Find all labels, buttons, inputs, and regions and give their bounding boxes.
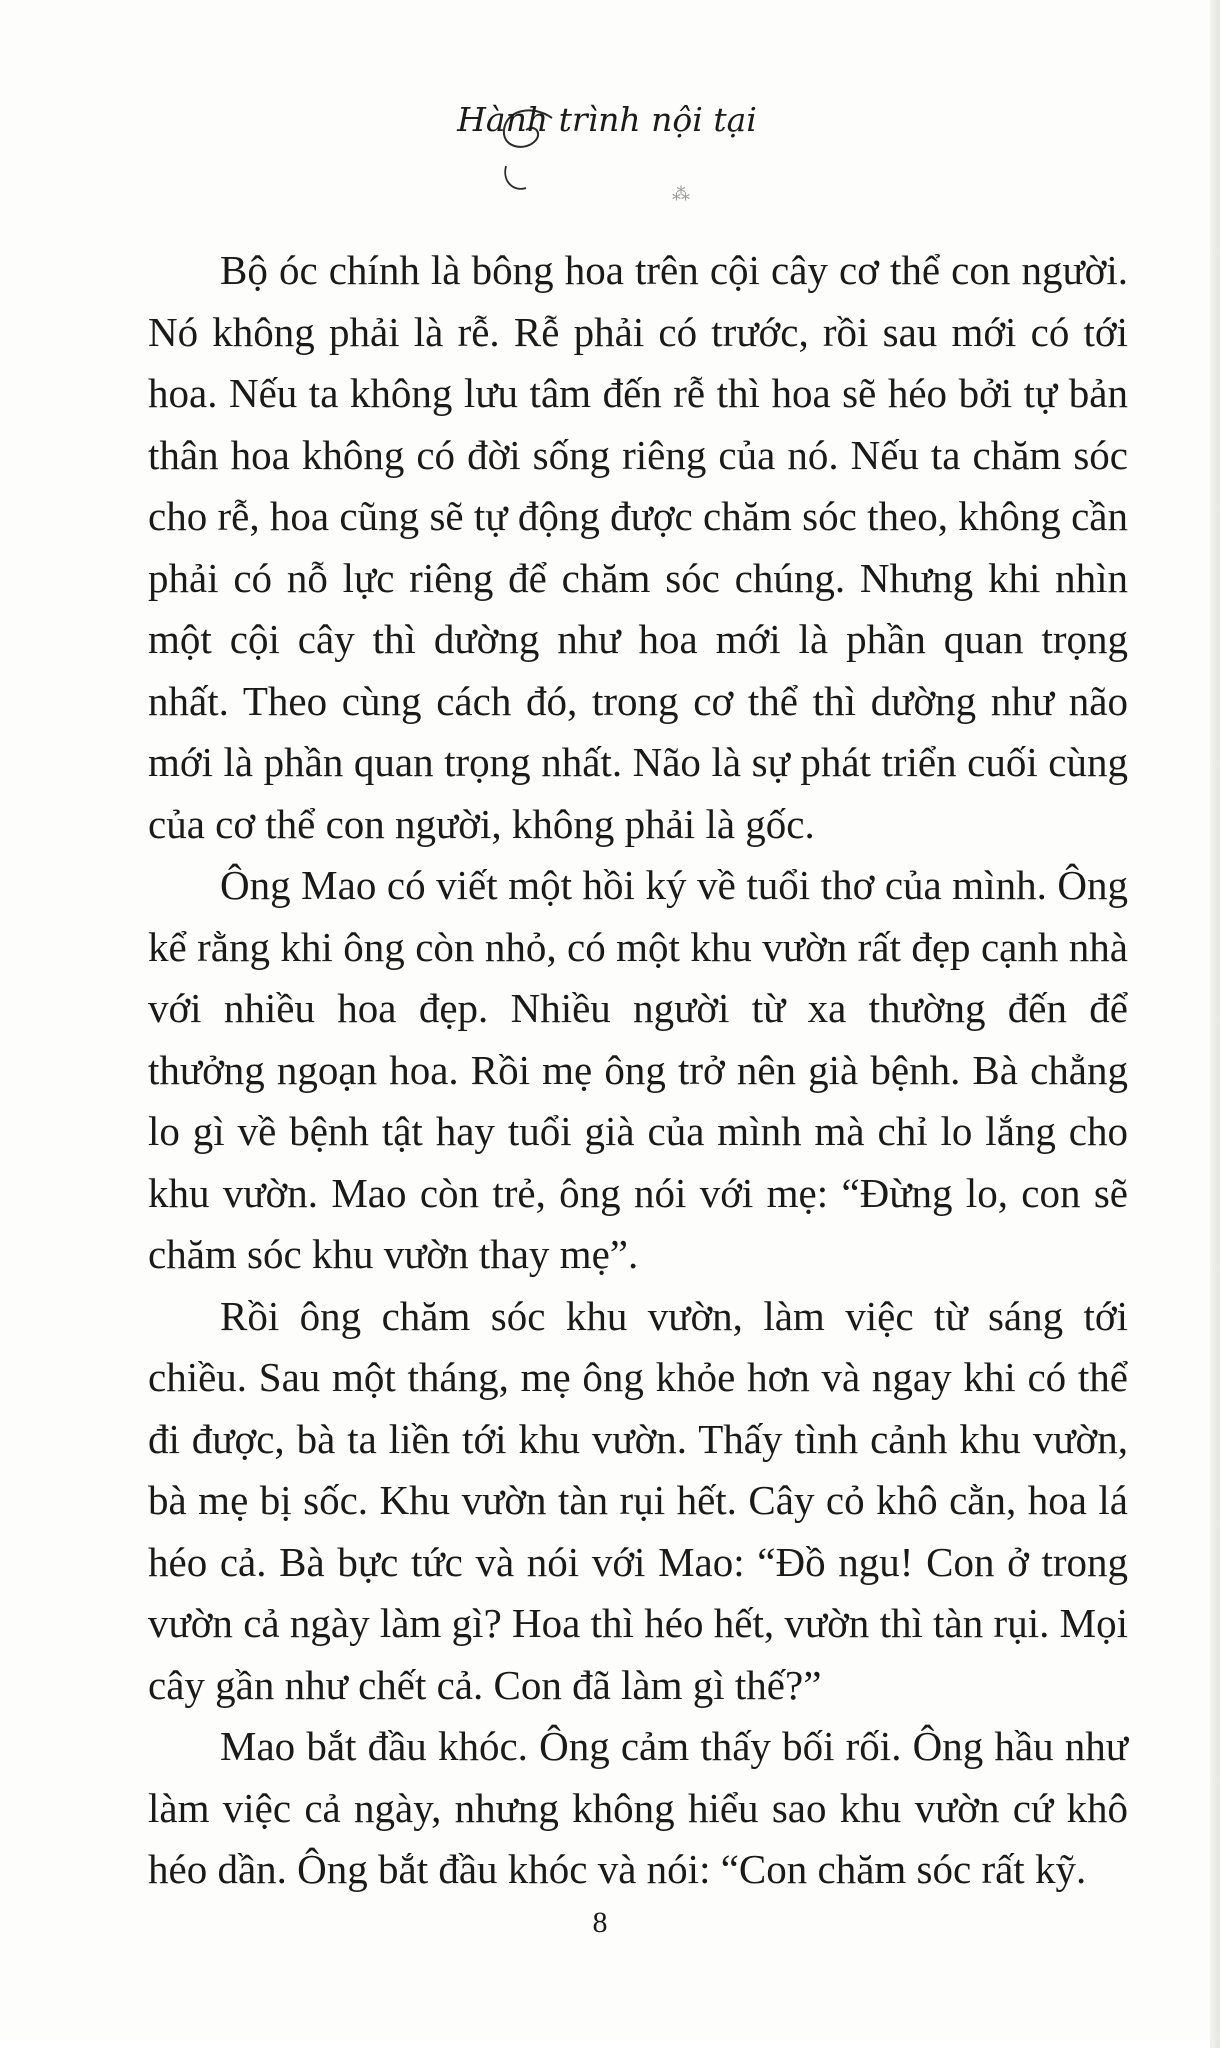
- paragraph: Bộ óc chính là bông hoa trên cội cây cơ thể con người. Nó không phải là rễ. Rễ phải có trước, rồi sau mới có tới hoa. Nếu ta không lưu tâm đến rễ thì hoa sẽ héo bởi tự bản thân hoa không có đời sống riêng của nó. Nếu ta chăm sóc cho rễ, hoa cũng sẽ tự động được chăm sóc theo, không cần phải có nỗ lực riêng để chăm sóc chúng. Nhưng khi nhìn một cội cây thì dường như hoa mới là phần quan trọng nhất. Theo cùng cách đó, trong cơ thể thì dường như não mới là phần quan trọng nhất. Não là sự phát triển cuối cùng của cơ thể con người, không phải là gốc.: [148, 247, 1128, 847]
- paragraph: Ông Mao có viết một hồi ký về tuổi thơ của mình. Ông kể rằng khi ông còn nhỏ, có một khu vườn rất đẹp cạnh nhà với nhiều hoa đẹp. Nhiều người từ xa thường đến để thưởng ngoạn hoa. Rồi mẹ ông trở nên già bệnh. Bà chẳng lo gì về bệnh tật hay tuổi già của mình mà chỉ lo lắng cho khu vườn. Mao còn trẻ, ông nói với mẹ: “Đừng lo, con sẽ chăm sóc khu vườn thay mẹ”.: [148, 862, 1128, 1277]
- header-ornament: ⁂: [672, 184, 690, 205]
- body-text: [148, 240, 1128, 1901]
- paragraph: Mao bắt đầu khóc. Ông cảm thấy bối rối. Ông hầu như làm việc cả ngày, nhưng không hiểu sao khu vườn cứ khô héo dần. Ông bắt đầu khóc và nói: “Con chăm sóc rất kỹ.: [148, 1723, 1128, 1892]
- running-header: [0, 100, 1200, 200]
- book-title: Hành trình nội tại: [457, 100, 757, 139]
- paragraph: Rồi ông chăm sóc khu vườn, làm việc từ sáng tới chiều. Sau một tháng, mẹ ông khỏe hơn và ngay khi có thể đi được, bà ta liền tới khu vườn. Thấy tình cảnh khu vườn, bà mẹ bị sốc. Khu vườn tàn rụi hết. Cây cỏ khô cằn, hoa lá héo cả. Bà bực tức và nói với Mao: “Đồ ngu! Con ở trong vườn cả ngày làm gì? Hoa thì héo hết, vườn thì tàn rụi. Mọi cây gần như chết cả. Con đã làm gì thế?”: [148, 1292, 1128, 1708]
- page-edge: [1210, 0, 1220, 2048]
- page-number: 8: [592, 1906, 608, 1939]
